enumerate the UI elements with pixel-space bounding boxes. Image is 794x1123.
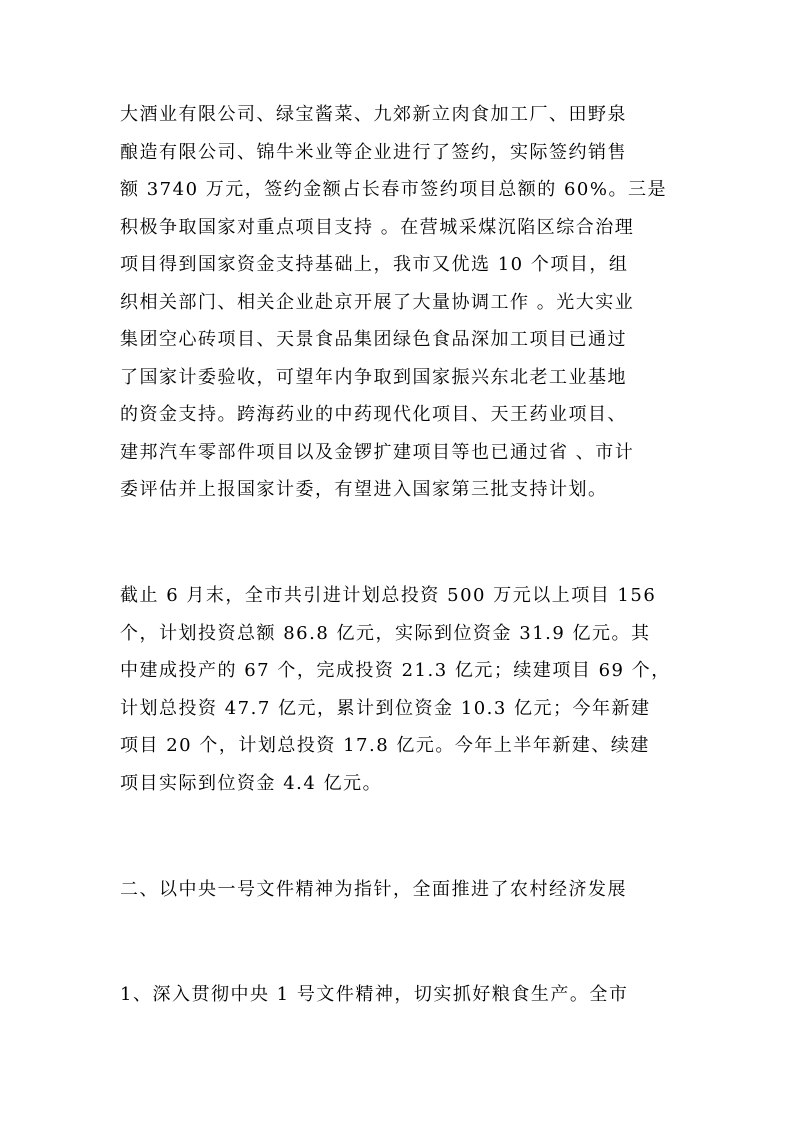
text-line: 建邦汽车零部件项目以及金锣扩建项目等也已通过省 、市计 [120, 442, 635, 463]
text-line: 大酒业有限公司、绿宝酱菜、九郊新立肉食加工厂、田野泉 [120, 104, 627, 125]
text-line: 中建成投产的 67 个，完成投资 21.3 亿元；续建项目 69 个， [120, 660, 671, 681]
text-line: 集团空心砖项目、天景食品集团绿色食品深加工项目已通过 [120, 329, 627, 350]
text-line: 的资金支持。跨海药业的中药现代化项目、天王药业项目、 [120, 404, 627, 425]
text-line: 项目得到国家资金支持基础上，我市又优选 10 个项目，组 [120, 254, 629, 275]
text-line: 个，计划投资总额 86.8 亿元，实际到位资金 31.9 亿元。其 [120, 623, 651, 644]
text-line: 积极争取国家对重点项目支持 。在营城采煤沉陷区综合治理 [120, 217, 635, 238]
text-line: 了国家计委验收，可望年内争取到国家振兴东北老工业基地 [120, 367, 627, 388]
text-line: 计划总投资 47.7 亿元，累计到位资金 10.3 亿元；今年新建 [120, 698, 651, 719]
text-line: 截止 6 月末，全市共引进计划总投资 500 万元以上项目 156 [120, 585, 657, 606]
text-line: 额 3740 万元，签约金额占长春市签约项目总额的 60%。三是 [120, 179, 667, 200]
text-line: 酿造有限公司、锦牛米业等企业进行了签约，实际签约销售 [120, 142, 627, 163]
text-line: 委评估并上报国家计委，有望进入国家第三批支持计划。 [120, 479, 608, 500]
text-line: 项目 20 个，计划总投资 17.8 亿元。今年上半年新建、续建 [120, 735, 650, 756]
text-line: 织相关部门、相关企业赴京开展了大量协调工作 。光大实业 [120, 292, 635, 313]
section-heading: 二、以中央一号文件精神为指针，全面推进了农村经济发展 [120, 879, 627, 900]
text-line: 项目实际到位资金 4.4 亿元。 [120, 773, 383, 794]
text-line: 1、深入贯彻中央 1 号文件精神，切实抓好粮食生产。全市 [120, 984, 629, 1005]
